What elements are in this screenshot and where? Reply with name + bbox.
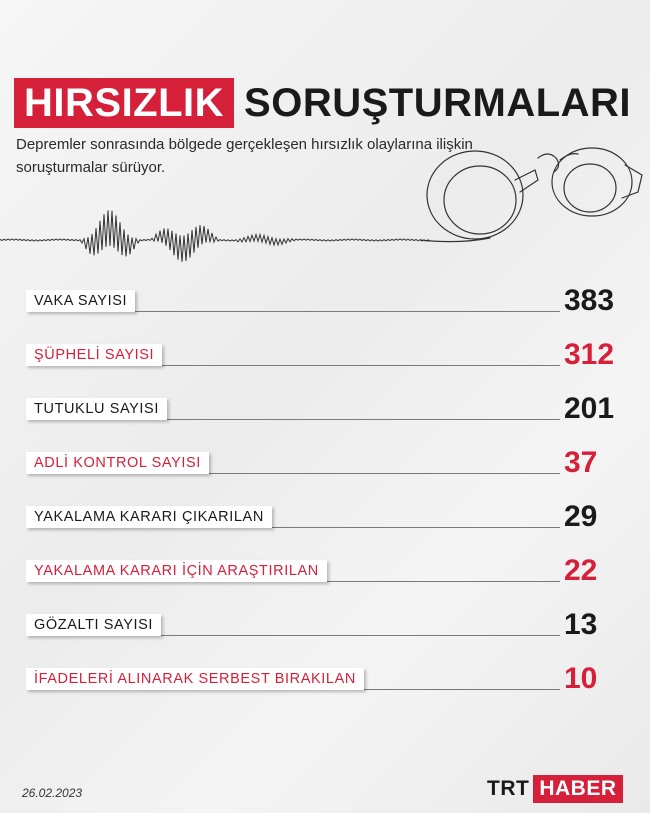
stat-label: VAKA SAYISI xyxy=(26,290,135,312)
stat-label: ADLİ KONTROL SAYISI xyxy=(26,452,209,474)
title-highlight: HIRSIZLIK xyxy=(14,78,234,128)
trt-haber-logo xyxy=(487,775,623,803)
stat-value: 29 xyxy=(564,500,598,533)
stat-label: YAKALAMA KARARI ÇIKARILAN xyxy=(26,506,272,528)
stat-value: 22 xyxy=(564,554,598,587)
stat-row xyxy=(0,335,650,387)
stat-label: GÖZALTI SAYISI xyxy=(26,614,161,636)
stat-label: ŞÜPHELİ SAYISI xyxy=(26,344,162,366)
title-rest: SORUŞTURMALARI xyxy=(244,81,632,125)
stat-value: 312 xyxy=(564,338,615,371)
date: 26.02.2023 xyxy=(22,786,83,800)
stat-label: İFADELERİ ALINARAK SERBEST BIRAKILAN xyxy=(26,668,364,690)
stat-label: YAKALAMA KARARI İÇİN ARAŞTIRILAN xyxy=(26,560,327,582)
subtitle: Depremler sonrasında bölgede gerçekleşen hırsızlık olaylarına ilişkin soruşturmalar sürüyor. xyxy=(16,136,473,176)
stat-row xyxy=(0,443,650,495)
stat-row xyxy=(0,605,650,657)
stat-row xyxy=(0,389,650,441)
stat-label: TUTUKLU SAYISI xyxy=(26,398,167,420)
stat-value: 13 xyxy=(564,608,598,641)
logo-haber: HABER xyxy=(533,775,622,803)
stat-value: 201 xyxy=(564,392,615,425)
stat-value: 383 xyxy=(564,284,615,317)
logo-trt: TRT xyxy=(487,777,530,800)
stat-row xyxy=(0,497,650,549)
stat-row xyxy=(0,281,650,333)
stat-row xyxy=(0,551,650,603)
stat-value: 37 xyxy=(564,446,598,479)
stat-value: 10 xyxy=(564,662,598,695)
stat-row xyxy=(0,659,650,711)
